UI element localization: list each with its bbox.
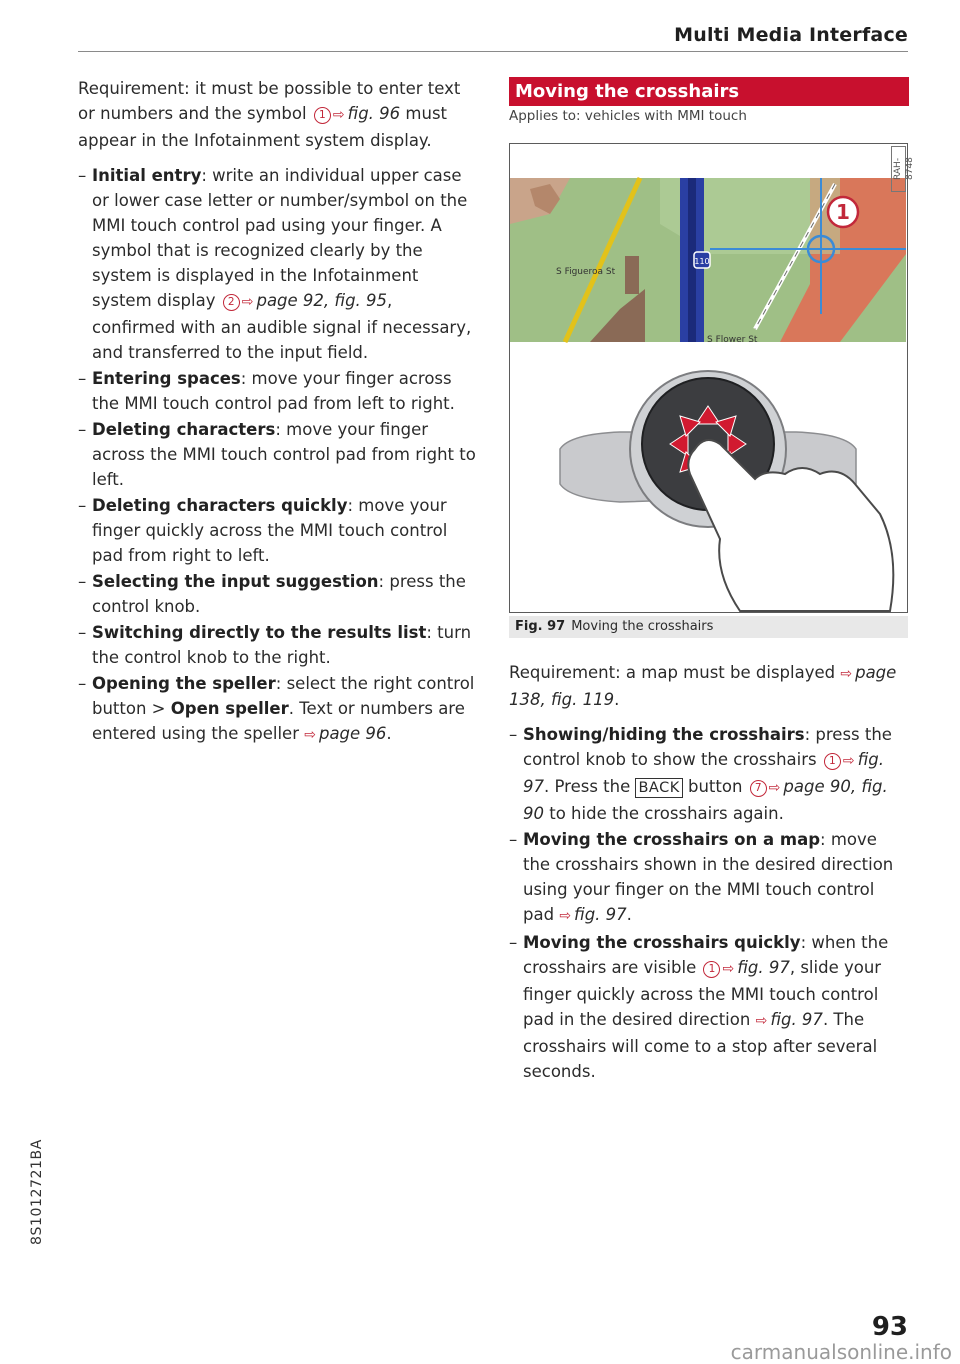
freeway-shield-label: 110 [694, 257, 710, 266]
header-rule [78, 51, 908, 52]
back-key-label: BACK [635, 778, 682, 798]
list-item: – Switching directly to the results list: turn the control knob to the right. [78, 620, 476, 670]
list-item: – Entering spaces: move your finger across the MMI touch control pad from left to right. [78, 366, 476, 416]
arrow-right-icon: ⇨ [842, 753, 855, 769]
list-item: – Deleting characters: move your finger across the MMI touch control pad from right to left. [78, 417, 476, 492]
arrow-right-icon: ⇨ [755, 1013, 768, 1029]
figure-97 [509, 143, 915, 613]
cross-reference[interactable]: page 92, fig. 95 [256, 291, 388, 310]
list-item: – Opening the speller: select the right control button > Open speller. Text or numbers are entered using the speller ⇨ page 96. [78, 671, 476, 748]
list-item: – Deleting characters quickly: move your finger quickly across the MMI touch control pad from right to left. [78, 493, 476, 568]
arrow-right-icon: ⇨ [332, 107, 345, 123]
figure-code: RAH-8748 [891, 146, 906, 192]
cross-reference[interactable]: fig. 96 [347, 104, 401, 123]
street-label: S Figueroa St [556, 267, 616, 277]
arrow-right-icon: ⇨ [559, 908, 572, 924]
callout-marker: 2 [223, 294, 240, 311]
list-item: – Selecting the input suggestion: press the control knob. [78, 569, 476, 619]
watermark: carmanualsonline.info [730, 1340, 952, 1364]
figure-illustration [510, 144, 906, 611]
callout-marker: 1 [703, 961, 720, 978]
document-code: 8S1012721BA [29, 1139, 45, 1245]
arrow-right-icon: ⇨ [768, 780, 781, 796]
cross-reference[interactable]: fig. 97 [770, 1010, 823, 1029]
callout-marker: 1 [314, 107, 331, 124]
cross-reference[interactable]: page 96 [318, 724, 387, 743]
cross-reference[interactable]: fig. 97 [574, 905, 627, 924]
speller-requirement: Requirement: it must be possible to enter text or numbers and the symbol 1 ⇨ fig. 96 must appear in the Infotainment system display. [78, 79, 461, 150]
cross-reference[interactable]: page 138, fig. 119 [509, 663, 897, 709]
cross-reference[interactable]: fig. 97 [523, 750, 884, 796]
list-item: – Showing/hiding the crosshairs: press the control knob to show the crosshairs 1 ⇨ fig. 97. Press the BACK button 7 ⇨ page 90, fig. 90 to hide the crosshairs again. [509, 722, 909, 826]
applies-to-note: Applies to: vehicles with MMI touch [509, 108, 747, 124]
street-label: S Flower St [707, 335, 758, 345]
figure-caption: Fig. 97 Moving the crosshairs [509, 616, 908, 638]
page-header-title: Multi Media Interface [674, 24, 908, 46]
callout-marker: 7 [750, 780, 767, 797]
cross-reference[interactable]: fig. 97 [737, 958, 790, 977]
callout-marker: 1 [824, 753, 841, 770]
crosshairs-requirement: Requirement: a map must be displayed ⇨ page 138, fig. 119. [509, 663, 897, 709]
speller-steps-list [78, 163, 476, 748]
list-item: – Moving the crosshairs on a map: move the crosshairs shown in the desired direction using your finger on the MMI touch control pad ⇨ fig. 97. [509, 827, 909, 929]
map-building [625, 256, 639, 294]
arrow-right-icon: ⇨ [722, 961, 735, 977]
crosshairs-steps-list [509, 722, 909, 1084]
page-number: 93 [871, 1312, 908, 1342]
cross-reference[interactable]: page 90, fig. 90 [523, 777, 888, 823]
section-title: Moving the crosshairs [509, 77, 909, 106]
list-item: – Initial entry: write an individual upper case or lower case letter or number/symbol on the MMI touch control pad using your finger. A symbol that is recognized clearly by the system is displayed in the Infotainment system display 2 ⇨ page 92, fig. 95, confirmed with an audible signal if necessary, and transferred to the input field. [78, 163, 476, 365]
arrow-right-icon: ⇨ [241, 294, 254, 310]
callout-marker: 1 [836, 200, 850, 224]
arrow-right-icon: ⇨ [304, 727, 316, 743]
arrow-right-icon: ⇨ [840, 666, 853, 682]
right-column [509, 660, 909, 1085]
left-column [78, 76, 476, 749]
caption-label: Fig. 97 [515, 619, 566, 634]
list-item: – Moving the crosshairs quickly: when the crosshairs are visible 1 ⇨ fig. 97, slide your finger quickly across the MMI touch control pad in the desired direction ⇨ fig. 97. The crosshairs will come to a stop after several seconds. [509, 930, 909, 1084]
